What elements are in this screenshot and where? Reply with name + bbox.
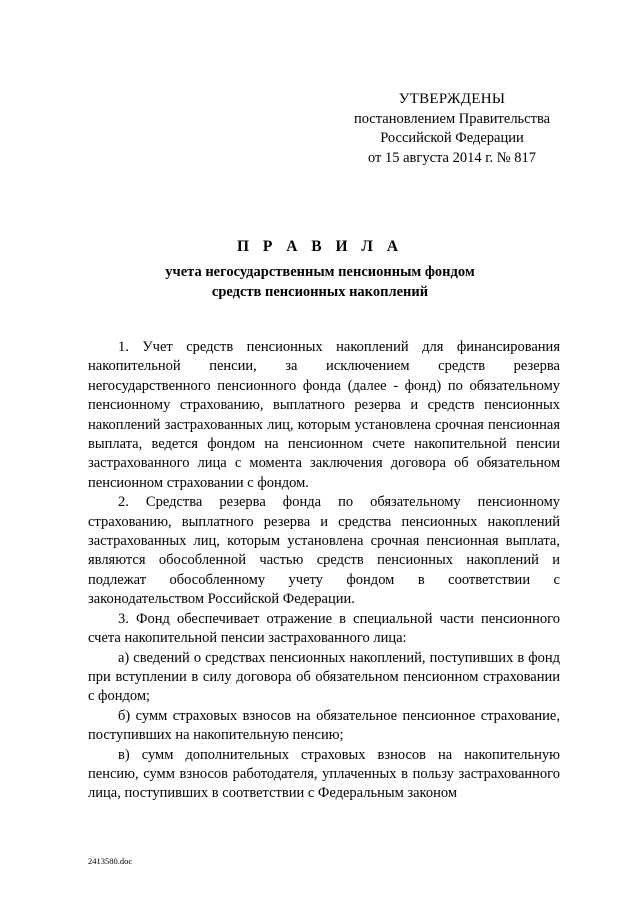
approval-heading: УТВЕРЖДЕНЫ [398,91,506,107]
subtitle-line-1: учета негосударственным пенсионным фондом [165,264,475,280]
paragraph-3a: а) сведений о средствах пенсионных накоплений, поступивших в фонд при вступлении в силу договора об обязательном пенсионном страховании с фондом; [88,649,560,705]
approval-line-2: Российской Федерации [380,130,524,146]
paragraph-3b: б) сумм страховых взносов на обязательное пенсионное страхование, поступивших на накопительную пенсию; [88,707,560,744]
document-body [88,338,560,804]
approval-block [342,90,562,168]
footer-filename: 2413580.doc [88,856,133,866]
approval-line-3: от 15 августа 2014 г. № 817 [367,149,537,166]
paragraph-3c: в) сумм дополнительных страховых взносов на накопительную пенсию, сумм взносов работодателя, уплаченных в пользу застрахованного лица, поступивших в соответствии с Федеральным законом [88,746,560,802]
document-subtitle [0,262,640,302]
approval-line-1: постановлением Правительства [353,110,551,127]
paragraph-3: 3. Фонд обеспечивает отражение в специальной части пенсионного счета накопительной пенсии застрахованного лица: [88,610,560,647]
paragraph-1: 1. Учет средств пенсионных накоплений для финансирования накопительной пенсии, за исключением средств резерва негосударственного пенсионного фонда (далее - фонд) по обязательному пенсионному страхованию, выплатного резерва и средств пенсионных накоплений застрахованных лиц, которым установлена срочная пенсионная выплата, ведется фондом на пенсионном счете накопительной пенсии застрахованного лица с момента заключения договора об обязательном пенсионном страховании с фондом. [88,339,560,491]
paragraph-2: 2. Средства резерва фонда по обязательному пенсионному страхованию, выплатного резерва и средства пенсионных накоплений застрахованных лиц, которым установлена срочная пенсионная выплата, являются обособленной частью средств пенсионных накоплений и подлежат обособленному учету фондом в соответствии с законодательством Российской Федерации. [88,494,560,608]
subtitle-line-2: средств пенсионных накоплений [211,284,429,300]
document-title: П Р А В И Л А [236,238,404,255]
